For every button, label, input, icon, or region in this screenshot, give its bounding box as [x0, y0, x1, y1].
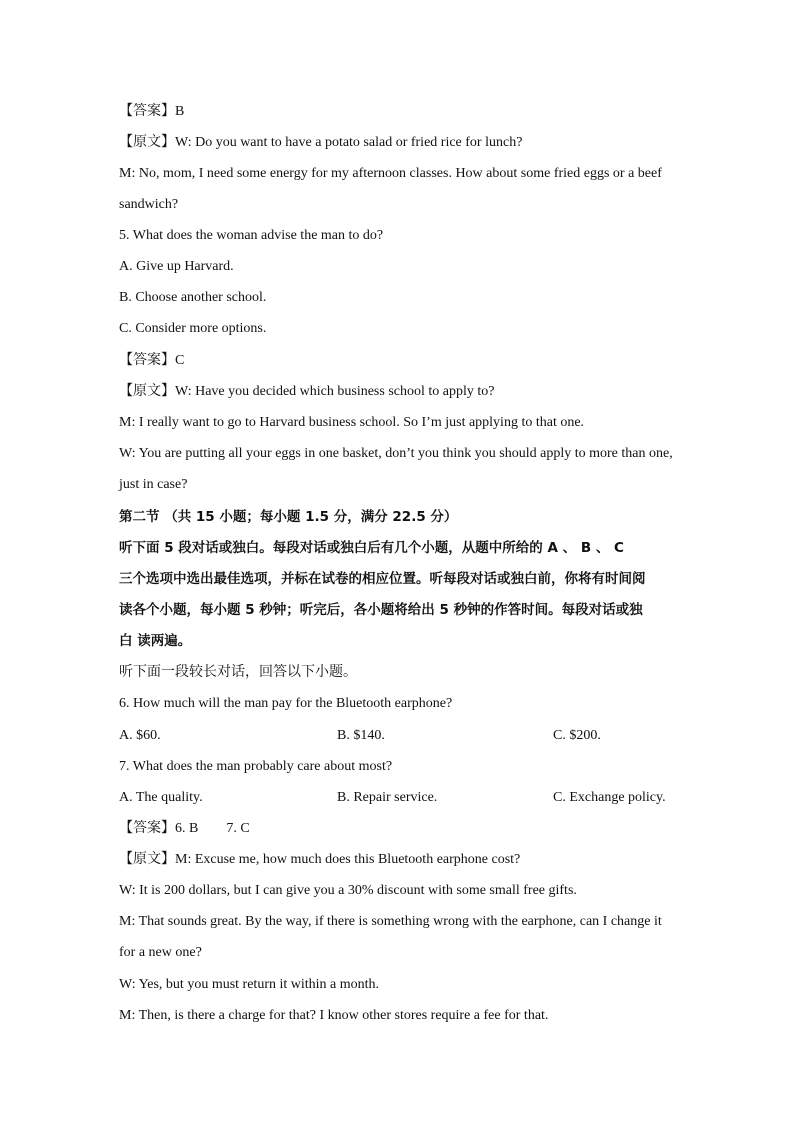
q7-option-b: B. Repair service. [337, 790, 438, 805]
transcript-line: M: I really want to go to Harvard business school. So I’m just applying to that one. [119, 415, 585, 430]
transcript-line: M: Then, is there a charge for that? I know other stores require a fee for that. [119, 1008, 549, 1023]
section-heading: 第二节 （共 15 小题；每小题 1.5 分，满分 22.5 分） [119, 509, 458, 525]
section-instructions: 读各个小题，每小题 5 秒钟；听完后，各小题将给出 5 秒钟的作答时间。每段对话或独 [119, 602, 643, 618]
section-instructions: 白 读两遍。 [119, 633, 192, 649]
transcript-line: 【原文】W: Do you want to have a potato salad or fried rice for lunch? [119, 135, 523, 150]
q6-option-a: A. $60. [119, 728, 161, 743]
section-instructions: 三个选项中选出最佳选项，并标在试卷的相应位置。听每段对话或独白前，你将有时间阅 [119, 571, 646, 587]
transcript-line: W: Yes, but you must return it within a month. [119, 977, 380, 992]
transcript-line: for a new one? [119, 945, 202, 960]
transcript-line: W: It is 200 dollars, but I can give you a 30% discount with some small free gifts. [119, 883, 577, 898]
listening-prompt: 听下面一段较长对话，回答以下小题。 [119, 665, 357, 680]
transcript-line: M: No, mom, I need some energy for my afternoon classes. How about some fried eggs or a beef [119, 166, 662, 181]
answer-label: 【答案】C [119, 353, 185, 368]
transcript-line: M: That sounds great. By the way, if there is something wrong with the earphone, can I change it [119, 914, 662, 929]
answer-label: 【答案】6. B 7. C [119, 821, 250, 836]
transcript-line: sandwich? [119, 197, 179, 212]
transcript-line: 【原文】W: Have you decided which business school to apply to? [119, 384, 495, 399]
question-7: 7. What does the man probably care about most? [119, 759, 393, 774]
transcript-line: W: You are putting all your eggs in one basket, don’t you think you should apply to more than one, [119, 446, 673, 461]
q6-option-c: C. $200. [553, 728, 601, 743]
transcript-line: just in case? [119, 477, 188, 492]
question-6: 6. How much will the man pay for the Bluetooth earphone? [119, 696, 453, 711]
q5-option-a: A. Give up Harvard. [119, 259, 234, 274]
q7-option-a: A. The quality. [119, 790, 203, 805]
q7-option-c: C. Exchange policy. [553, 790, 666, 805]
q5-option-b: B. Choose another school. [119, 290, 267, 305]
section-instructions: 听下面 5 段对话或独白。每段对话或独白后有几个小题，从题中所给的 A 、 B 、 C [119, 540, 624, 556]
question-5: 5. What does the woman advise the man to do? [119, 228, 384, 243]
q5-option-c: C. Consider more options. [119, 321, 267, 336]
answer-label: 【答案】B [119, 104, 185, 119]
transcript-line: 【原文】M: Excuse me, how much does this Bluetooth earphone cost? [119, 852, 521, 867]
q6-option-b: B. $140. [337, 728, 385, 743]
